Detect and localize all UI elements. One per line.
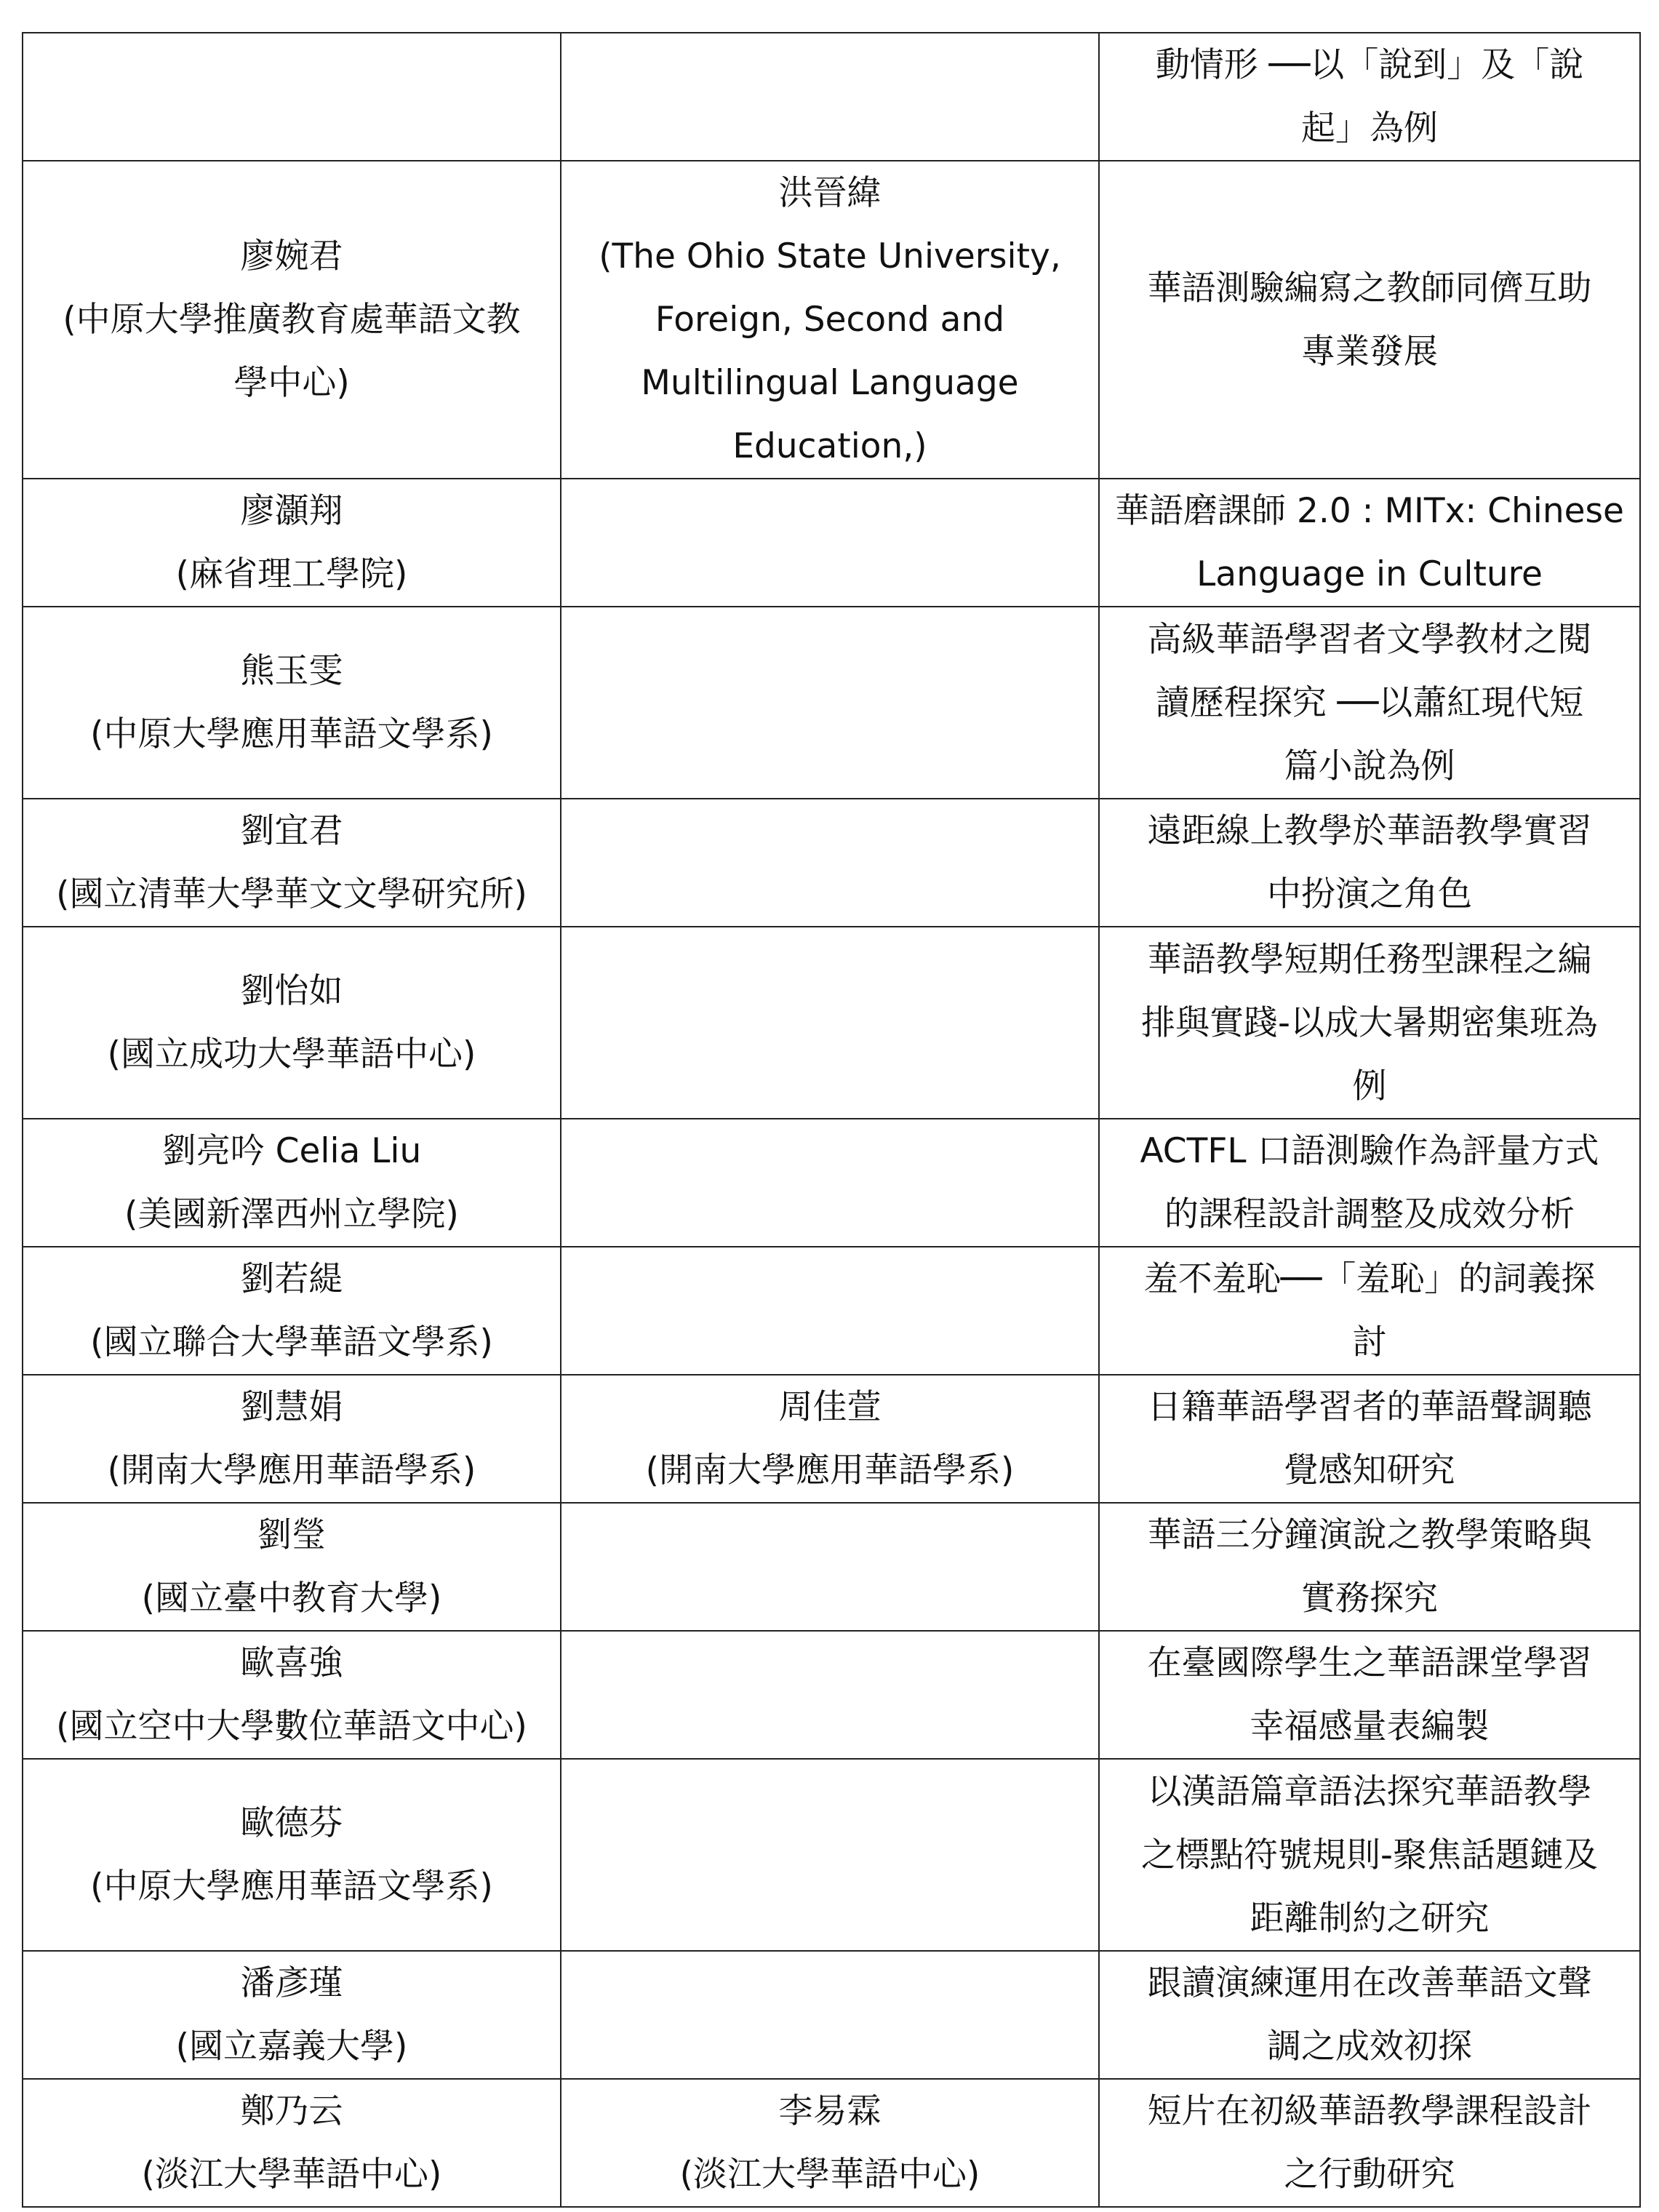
title-line: 華語教學短期任務型課程之編 (1147, 939, 1592, 980)
title-line: 跟讀演練運用在改善華語文聲 (1147, 1963, 1592, 2003)
coauthor-line: (The Ohio State University, (599, 236, 1061, 276)
table-row (23, 1951, 1640, 2079)
title-cell (1099, 1759, 1640, 1951)
table-row (23, 2079, 1640, 2207)
presenter-cell (23, 1951, 561, 2079)
presenter-cell (23, 1375, 561, 1503)
presenter-cell (23, 1247, 561, 1375)
presenter-line: 劉宜君 (240, 811, 343, 851)
table-row (23, 607, 1640, 799)
title-line: 動情形 ──以「說到」及「說 (1155, 45, 1584, 85)
coauthor-line: 洪晉緯 (778, 173, 882, 213)
title-line: 在臺國際學生之華語課堂學習 (1147, 1643, 1592, 1683)
coauthor-cell (561, 607, 1099, 799)
presenter-line: 熊玉雯 (240, 651, 343, 691)
coauthor-cell (561, 161, 1099, 479)
table-row (23, 799, 1640, 927)
title-line: 起」為例 (1301, 108, 1438, 148)
presenter-cell (23, 607, 561, 799)
title-line: 調之成效初探 (1267, 2027, 1472, 2067)
coauthor-cell (561, 1631, 1099, 1759)
presenter-line: 潘彥瑾 (240, 1963, 343, 2003)
coauthor-cell (561, 1247, 1099, 1375)
table-row (23, 479, 1640, 607)
title-line: 距離制約之研究 (1250, 1898, 1490, 1939)
presenter-line: 歐喜強 (240, 1643, 343, 1683)
title-line: 之標點符號規則-聚焦話題鏈及 (1141, 1834, 1598, 1875)
table-body (23, 33, 1640, 2207)
coauthor-cell (561, 479, 1099, 607)
title-cell (1099, 479, 1640, 607)
presenter-line: 劉瑩 (257, 1515, 326, 1555)
coauthor-line: 李易霖 (778, 2091, 882, 2131)
coauthor-cell (561, 1119, 1099, 1247)
presenter-line: (國立成功大學華語中心) (107, 1034, 476, 1074)
presenter-line: 學中心) (233, 363, 350, 403)
title-line: 日籍華語學習者的華語聲調聽 (1147, 1387, 1592, 1427)
presenter-cell (23, 1631, 561, 1759)
presenter-cell (23, 799, 561, 927)
title-line: Language in Culture (1196, 554, 1543, 594)
coauthor-cell (561, 33, 1099, 161)
title-cell (1099, 799, 1640, 927)
presentation-table (22, 32, 1641, 2208)
title-line: 讀歷程探究 ──以蕭紅現代短 (1155, 682, 1584, 723)
title-cell (1099, 33, 1640, 161)
presenter-line: (中原大學應用華語文學系) (90, 1866, 493, 1906)
presenter-cell (23, 927, 561, 1119)
table-row (23, 1631, 1640, 1759)
presenter-line: 劉亮吟 Celia Liu (161, 1131, 422, 1171)
title-line: 專業發展 (1301, 331, 1438, 372)
title-line: 討 (1352, 1322, 1387, 1362)
title-line: 羞不羞恥──「羞恥」的詞義探 (1143, 1259, 1596, 1299)
title-line: 例 (1352, 1066, 1387, 1106)
title-line: 篇小說為例 (1284, 746, 1455, 786)
document-page (22, 32, 1639, 2208)
coauthor-cell (561, 1951, 1099, 2079)
coauthor-line: Education,) (732, 426, 927, 466)
coauthor-line: Foreign, Second and (655, 300, 1005, 340)
title-cell (1099, 1503, 1640, 1631)
title-line: 的課程設計調整及成效分析 (1164, 1194, 1575, 1234)
coauthor-cell (561, 1759, 1099, 1951)
table-row (23, 33, 1640, 161)
presenter-line: (國立聯合大學華語文學系) (90, 1322, 493, 1362)
presenter-line: 劉若緹 (240, 1259, 343, 1299)
presenter-line: 劉怡如 (240, 971, 343, 1011)
presenter-line: (中原大學應用華語文學系) (90, 714, 493, 754)
title-line: 短片在初級華語教學課程設計 (1147, 2091, 1592, 2131)
presenter-line: (國立嘉義大學) (175, 2027, 408, 2067)
title-cell (1099, 1631, 1640, 1759)
presenter-line: (淡江大學華語中心) (141, 2155, 442, 2195)
coauthor-line: (開南大學應用華語學系) (645, 1450, 1015, 1490)
title-line: 實務探究 (1301, 1578, 1438, 1618)
presenter-cell (23, 1759, 561, 1951)
coauthor-cell (561, 1375, 1099, 1503)
coauthor-cell (561, 2079, 1099, 2207)
coauthor-line: (淡江大學華語中心) (679, 2155, 980, 2195)
table-row (23, 1503, 1640, 1631)
title-line: 幸福感量表編製 (1250, 1706, 1490, 1746)
presenter-cell (23, 33, 561, 161)
table-row (23, 1119, 1640, 1247)
presenter-line: 廖婉君 (240, 236, 343, 276)
title-cell (1099, 927, 1640, 1119)
title-line: ACTFL 口語測驗作為評量方式 (1140, 1131, 1599, 1171)
title-cell (1099, 607, 1640, 799)
presenter-line: 歐德芬 (240, 1803, 343, 1843)
coauthor-cell (561, 1503, 1099, 1631)
title-line: 覺感知研究 (1284, 1450, 1455, 1490)
title-line: 遠距線上教學於華語教學實習 (1147, 811, 1592, 851)
title-cell (1099, 1375, 1640, 1503)
table-row (23, 927, 1640, 1119)
title-cell (1099, 1119, 1640, 1247)
presenter-line: 廖灝翔 (240, 491, 343, 531)
table-row (23, 1375, 1640, 1503)
coauthor-cell (561, 799, 1099, 927)
presenter-line: (美國新澤西州立學院) (124, 1194, 459, 1234)
presenter-cell (23, 1119, 561, 1247)
title-line: 華語三分鐘演說之教學策略與 (1147, 1515, 1592, 1555)
coauthor-line: 周佳萱 (778, 1387, 882, 1427)
title-cell (1099, 161, 1640, 479)
presenter-line: 劉慧娟 (240, 1387, 343, 1427)
title-line: 排與實踐-以成大暑期密集班為 (1141, 1002, 1598, 1043)
coauthor-line: Multilingual Language (641, 363, 1019, 403)
title-cell (1099, 1247, 1640, 1375)
presenter-line: (麻省理工學院) (175, 554, 408, 594)
title-cell (1099, 2079, 1640, 2207)
table-row (23, 161, 1640, 479)
title-line: 之行動研究 (1284, 2155, 1455, 2195)
presenter-cell (23, 2079, 561, 2207)
presenter-line: (國立空中大學數位華語文中心) (56, 1706, 527, 1746)
coauthor-cell (561, 927, 1099, 1119)
presenter-cell (23, 1503, 561, 1631)
presenter-cell (23, 479, 561, 607)
presenter-cell (23, 161, 561, 479)
table-row (23, 1247, 1640, 1375)
table-row (23, 1759, 1640, 1951)
presenter-line: (國立清華大學華文文學研究所) (56, 874, 527, 914)
title-line: 華語測驗編寫之教師同儕互助 (1147, 268, 1592, 308)
presenter-line: (中原大學推廣教育處華語文教 (63, 300, 521, 340)
title-line: 以漢語篇章語法探究華語教學 (1147, 1771, 1592, 1812)
title-line: 中扮演之角色 (1267, 874, 1472, 914)
title-line: 高級華語學習者文學教材之閱 (1147, 619, 1592, 660)
title-line: 華語磨課師 2.0 : MITx: Chinese (1115, 491, 1624, 531)
presenter-line: (國立臺中教育大學) (141, 1578, 442, 1618)
presenter-line: (開南大學應用華語學系) (107, 1450, 476, 1490)
presenter-line: 鄭乃云 (240, 2091, 343, 2131)
title-cell (1099, 1951, 1640, 2079)
